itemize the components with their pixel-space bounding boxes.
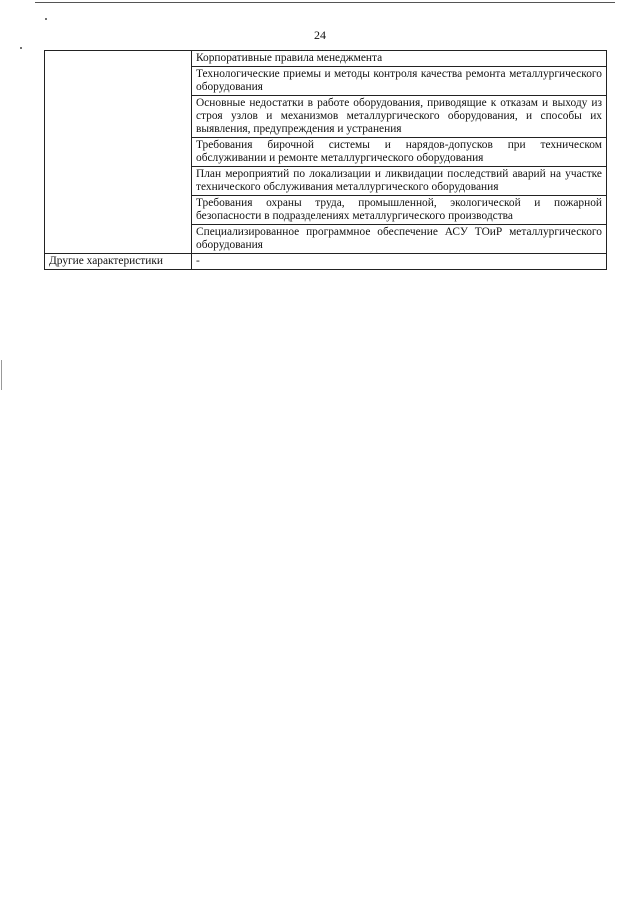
table-cell-text: Требования охраны труда, промышленной, экологической и пожарной безопасности в подразделениях металлургического производства bbox=[192, 196, 607, 225]
table-cell-text: План мероприятий по локализации и ликвидации последствий аварий на участке технического обслуживания металлургического оборудования bbox=[192, 167, 607, 196]
table-cell-text: Технологические приемы и методы контроля качества ремонта металлургического оборудования bbox=[192, 67, 607, 96]
scan-speck bbox=[45, 18, 47, 20]
table-cell-text: Корпоративные правила менеджмента bbox=[192, 51, 607, 67]
table-row bbox=[45, 254, 607, 270]
page-number: 24 bbox=[314, 28, 326, 42]
table-row bbox=[45, 51, 607, 67]
table-cell-text: Основные недостатки в работе оборудования, приводящие к отказам и выходу из строя узлов и механизмов металлургического оборудования, и способы их выявления, предупреждения и устранения bbox=[192, 96, 607, 138]
scan-border-line bbox=[35, 2, 615, 3]
table-cell-label: Другие характеристики bbox=[45, 254, 192, 270]
scan-speck bbox=[20, 47, 22, 49]
table-cell-text: Специализированное программное обеспечение АСУ ТОиР металлургического оборудования bbox=[192, 225, 607, 254]
scan-speck bbox=[1, 360, 2, 390]
table-cell-label bbox=[45, 51, 192, 254]
table-cell-text: Требования бирочной системы и нарядов-допусков при техническом обслуживании и ремонте металлургического оборудования bbox=[192, 138, 607, 167]
competency-table bbox=[44, 50, 607, 270]
table-cell-text: - bbox=[192, 254, 607, 270]
